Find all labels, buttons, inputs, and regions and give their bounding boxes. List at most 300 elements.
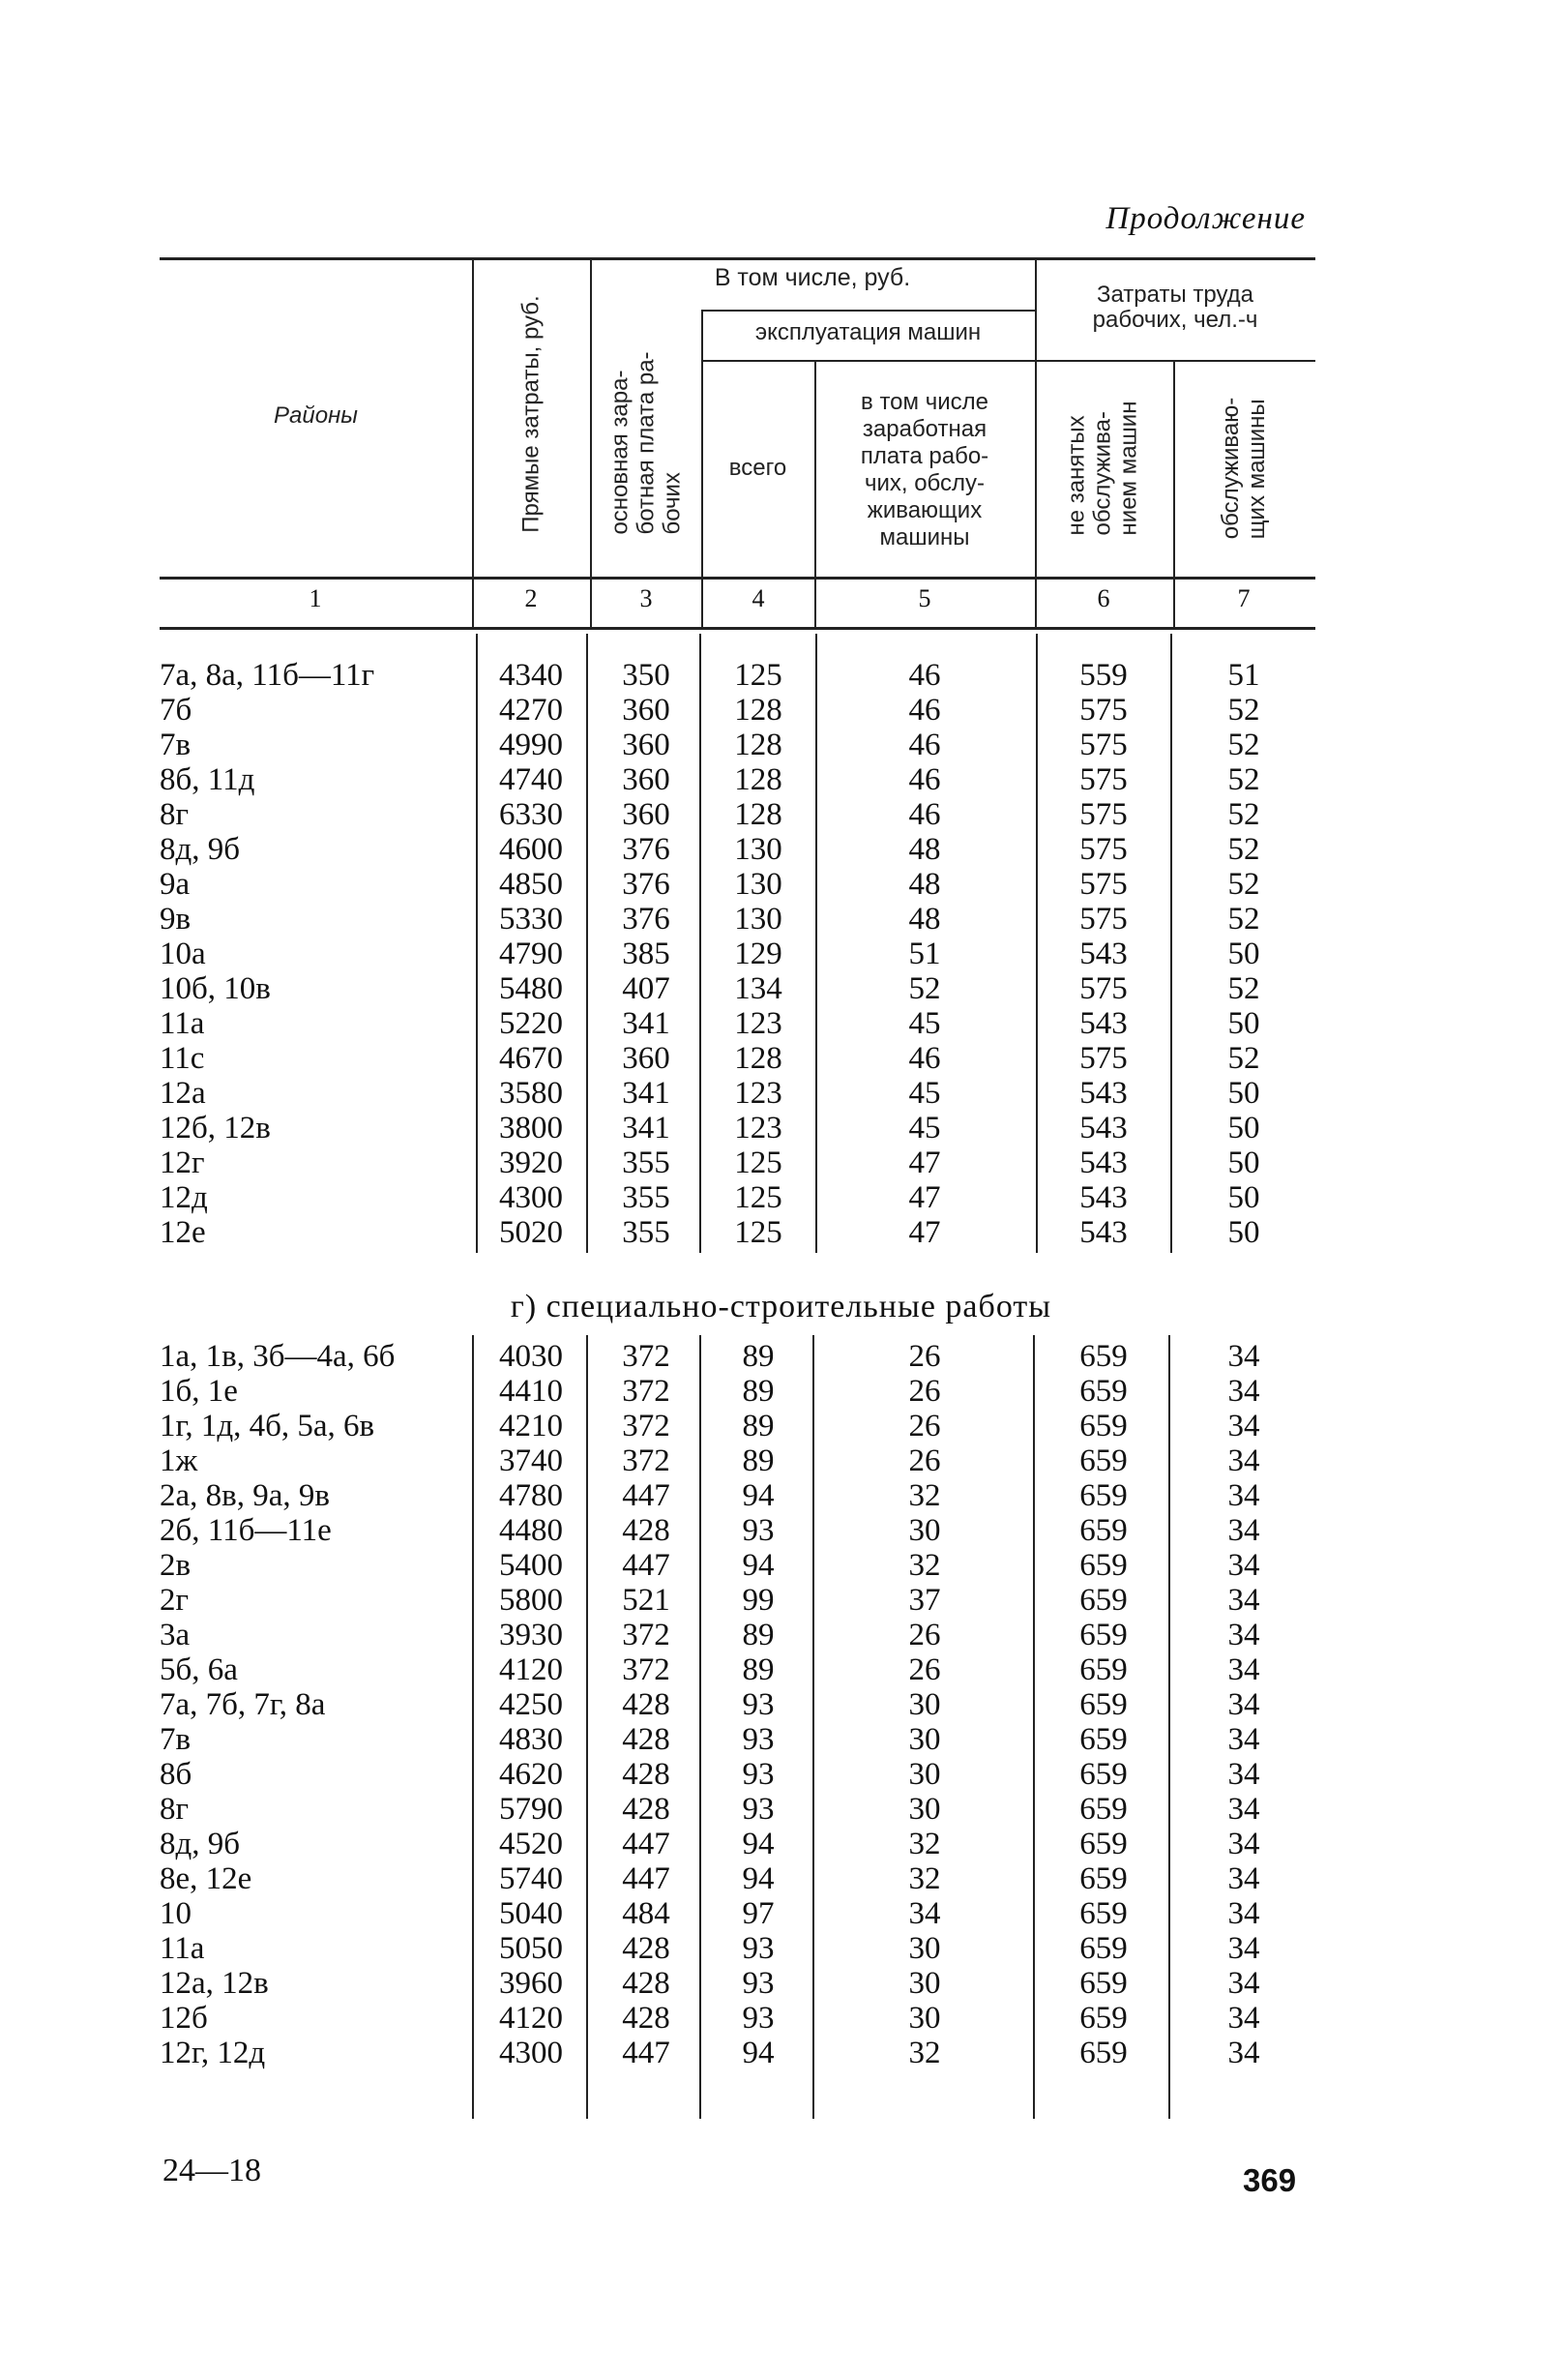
value-cell-c4: 128 (734, 693, 782, 728)
value-cell-c5: 46 (908, 797, 941, 832)
table-row (0, 797, 1562, 832)
district-cell: 12б, 12в (160, 1111, 271, 1145)
value-cell-c6: 575 (1079, 693, 1128, 728)
colnum-3: 3 (639, 584, 653, 612)
table-row (0, 1006, 1562, 1041)
value-cell-c7: 34 (1227, 2001, 1260, 2036)
value-cell-c7: 52 (1227, 797, 1260, 832)
district-cell: 12г, 12д (160, 2036, 266, 2070)
value-cell-c6: 659 (1079, 1687, 1128, 1722)
value-cell-c3: 428 (622, 1722, 670, 1757)
header-districts: Районы (274, 402, 358, 429)
value-cell-c7: 34 (1227, 1722, 1260, 1757)
district-cell: 7а, 8а, 11б—11г (160, 658, 375, 693)
district-cell: 8г (160, 797, 190, 832)
header-base-wage: основная зара- ботная плата ра- бочих (606, 351, 686, 535)
value-cell-c6: 659 (1079, 1827, 1128, 1861)
value-cell-c5: 32 (908, 1861, 941, 1896)
value-cell-c4: 130 (734, 902, 782, 937)
value-cell-c3: 428 (622, 1687, 670, 1722)
value-cell-c5: 26 (908, 1339, 941, 1374)
district-cell: 3а (160, 1618, 191, 1652)
district-cell: 10б, 10в (160, 971, 271, 1006)
value-cell-c7: 34 (1227, 1687, 1260, 1722)
district-cell: 1б, 1е (160, 1374, 238, 1409)
value-cell-c2: 5040 (499, 1896, 563, 1931)
value-cell-c7: 52 (1227, 867, 1260, 902)
value-cell-c3: 428 (622, 1792, 670, 1827)
value-cell-c7: 34 (1227, 1618, 1260, 1652)
value-cell-c5: 37 (908, 1583, 941, 1618)
value-cell-c4: 94 (742, 1548, 775, 1583)
value-cell-c3: 428 (622, 1757, 670, 1792)
value-cell-c4: 129 (734, 937, 782, 971)
value-cell-c3: 447 (622, 1548, 670, 1583)
table-row (0, 1443, 1562, 1478)
value-cell-c3: 360 (622, 1041, 670, 1076)
value-cell-c5: 30 (908, 1513, 941, 1548)
value-cell-c7: 50 (1227, 1076, 1260, 1111)
header-vline-1 (472, 257, 474, 627)
value-cell-c2: 4120 (499, 2001, 563, 2036)
header-vline-2 (590, 257, 592, 627)
district-cell: 10 (160, 1896, 192, 1931)
value-cell-c6: 659 (1079, 1722, 1128, 1757)
value-cell-c5: 48 (908, 867, 941, 902)
header-machine-operation: эксплуатация машин (754, 319, 982, 345)
table-row (0, 1041, 1562, 1076)
value-cell-c3: 428 (622, 1966, 670, 2001)
value-cell-c5: 46 (908, 658, 941, 693)
header-top-rule (160, 257, 1315, 260)
value-cell-c3: 372 (622, 1374, 670, 1409)
value-cell-c4: 128 (734, 728, 782, 762)
header-group-rule-machine-sub (701, 360, 1035, 362)
value-cell-c5: 47 (908, 1180, 941, 1215)
value-cell-c7: 51 (1227, 658, 1260, 693)
district-cell: 10а (160, 937, 206, 971)
table-row (0, 1374, 1562, 1409)
value-cell-c7: 34 (1227, 1827, 1260, 1861)
value-cell-c6: 659 (1079, 1618, 1128, 1652)
value-cell-c3: 372 (622, 1652, 670, 1687)
value-cell-c2: 4850 (499, 867, 563, 902)
value-cell-c4: 94 (742, 1827, 775, 1861)
district-cell: 8б (160, 1757, 192, 1792)
value-cell-c5: 46 (908, 728, 941, 762)
table-row (0, 867, 1562, 902)
value-cell-c4: 125 (734, 658, 782, 693)
value-cell-c3: 428 (622, 1931, 670, 1966)
value-cell-c6: 659 (1079, 1896, 1128, 1931)
value-cell-c2: 6330 (499, 797, 563, 832)
value-cell-c7: 52 (1227, 832, 1260, 867)
value-cell-c4: 128 (734, 762, 782, 797)
value-cell-c7: 50 (1227, 1111, 1260, 1145)
value-cell-c4: 125 (734, 1145, 782, 1180)
value-cell-c2: 5800 (499, 1583, 563, 1618)
table-row (0, 658, 1562, 693)
table-row (0, 1111, 1562, 1145)
value-cell-c3: 355 (622, 1180, 670, 1215)
table-row (0, 1618, 1562, 1652)
value-cell-c6: 575 (1079, 762, 1128, 797)
value-cell-c3: 376 (622, 832, 670, 867)
value-cell-c4: 97 (742, 1896, 775, 1931)
value-cell-c7: 50 (1227, 1145, 1260, 1180)
district-cell: 12а, 12в (160, 1966, 269, 2001)
table-row (0, 1409, 1562, 1443)
value-cell-c6: 659 (1079, 1339, 1128, 1374)
value-cell-c7: 52 (1227, 762, 1260, 797)
value-cell-c3: 385 (622, 937, 670, 971)
value-cell-c3: 341 (622, 1006, 670, 1041)
value-cell-c3: 521 (622, 1583, 670, 1618)
value-cell-c3: 447 (622, 2036, 670, 2070)
value-cell-c2: 4670 (499, 1041, 563, 1076)
value-cell-c2: 4780 (499, 1478, 563, 1513)
value-cell-c5: 46 (908, 1041, 941, 1076)
value-cell-c4: 89 (742, 1618, 775, 1652)
table-row (0, 971, 1562, 1006)
district-cell: 8е, 12е (160, 1861, 252, 1896)
value-cell-c4: 130 (734, 832, 782, 867)
value-cell-c6: 575 (1079, 728, 1128, 762)
value-cell-c7: 34 (1227, 1896, 1260, 1931)
district-cell: 1г, 1д, 4б, 5а, 6в (160, 1409, 375, 1443)
value-cell-c2: 5220 (499, 1006, 563, 1041)
value-cell-c6: 659 (1079, 1966, 1128, 2001)
table1-body (0, 658, 1562, 1250)
value-cell-c3: 350 (622, 658, 670, 693)
value-cell-c4: 125 (734, 1180, 782, 1215)
table-row (0, 1583, 1562, 1618)
value-cell-c3: 428 (622, 1513, 670, 1548)
value-cell-c2: 4300 (499, 1180, 563, 1215)
value-cell-c5: 32 (908, 1827, 941, 1861)
district-cell: 11а (160, 1006, 205, 1041)
value-cell-c5: 32 (908, 2036, 941, 2070)
value-cell-c5: 46 (908, 693, 941, 728)
value-cell-c6: 659 (1079, 2036, 1128, 2070)
value-cell-c7: 34 (1227, 1548, 1260, 1583)
value-cell-c2: 4300 (499, 2036, 563, 2070)
district-cell: 11с (160, 1041, 205, 1076)
district-cell: 5б, 6а (160, 1652, 238, 1687)
value-cell-c5: 47 (908, 1215, 941, 1250)
value-cell-c3: 428 (622, 2001, 670, 2036)
table-row (0, 1827, 1562, 1861)
table-row (0, 2036, 1562, 2070)
value-cell-c6: 659 (1079, 1409, 1128, 1443)
value-cell-c4: 93 (742, 1966, 775, 2001)
value-cell-c2: 3800 (499, 1111, 563, 1145)
value-cell-c6: 659 (1079, 1652, 1128, 1687)
value-cell-c5: 48 (908, 902, 941, 937)
value-cell-c5: 46 (908, 762, 941, 797)
value-cell-c2: 5790 (499, 1792, 563, 1827)
value-cell-c4: 94 (742, 2036, 775, 2070)
value-cell-c5: 32 (908, 1548, 941, 1583)
value-cell-c2: 5740 (499, 1861, 563, 1896)
value-cell-c2: 3960 (499, 1966, 563, 2001)
table-row (0, 937, 1562, 971)
table-row (0, 693, 1562, 728)
district-cell: 9в (160, 902, 192, 937)
value-cell-c7: 34 (1227, 1792, 1260, 1827)
value-cell-c5: 45 (908, 1076, 941, 1111)
value-cell-c2: 3920 (499, 1145, 563, 1180)
value-cell-c6: 659 (1079, 2001, 1128, 2036)
value-cell-c3: 447 (622, 1827, 670, 1861)
value-cell-c6: 575 (1079, 832, 1128, 867)
page-number: 369 (1243, 2162, 1297, 2198)
value-cell-c3: 372 (622, 1443, 670, 1478)
table-row (0, 762, 1562, 797)
value-cell-c6: 659 (1079, 1548, 1128, 1583)
value-cell-c5: 30 (908, 1792, 941, 1827)
value-cell-c5: 45 (908, 1111, 941, 1145)
value-cell-c5: 30 (908, 1931, 941, 1966)
value-cell-c7: 34 (1227, 1443, 1260, 1478)
district-cell: 8г (160, 1792, 190, 1827)
header-not-machine: не занятых обслужива- нием машин (1063, 401, 1142, 536)
value-cell-c3: 360 (622, 693, 670, 728)
district-cell: 7в (160, 1722, 192, 1757)
colnum-1: 1 (309, 584, 322, 612)
value-cell-c7: 34 (1227, 1513, 1260, 1548)
value-cell-c6: 659 (1079, 1478, 1128, 1513)
table-row (0, 1722, 1562, 1757)
value-cell-c4: 128 (734, 797, 782, 832)
value-cell-c3: 355 (622, 1215, 670, 1250)
value-cell-c6: 659 (1079, 1861, 1128, 1896)
value-cell-c4: 99 (742, 1583, 775, 1618)
value-cell-c7: 52 (1227, 693, 1260, 728)
value-cell-c7: 34 (1227, 1409, 1260, 1443)
value-cell-c2: 5480 (499, 971, 563, 1006)
table-row (0, 728, 1562, 762)
district-cell: 8б, 11д (160, 762, 255, 797)
value-cell-c2: 3930 (499, 1618, 563, 1652)
value-cell-c5: 26 (908, 1409, 941, 1443)
header-including-group: В том числе, руб. (714, 264, 911, 291)
value-cell-c7: 50 (1227, 1006, 1260, 1041)
continuation-label: Продолжение (1105, 201, 1306, 236)
value-cell-c6: 575 (1079, 971, 1128, 1006)
value-cell-c6: 543 (1079, 1180, 1128, 1215)
value-cell-c4: 134 (734, 971, 782, 1006)
value-cell-c7: 34 (1227, 2036, 1260, 2070)
printer-signature: 24—18 (162, 2153, 261, 2188)
value-cell-c5: 30 (908, 2001, 941, 2036)
value-cell-c2: 5330 (499, 902, 563, 937)
colnum-2: 2 (524, 584, 538, 612)
value-cell-c2: 4210 (499, 1409, 563, 1443)
header-group-rule-labor (1035, 360, 1315, 362)
table-row (0, 1215, 1562, 1250)
value-cell-c5: 48 (908, 832, 941, 867)
value-cell-c6: 543 (1079, 1006, 1128, 1041)
value-cell-c3: 407 (622, 971, 670, 1006)
table-row (0, 1513, 1562, 1548)
value-cell-c2: 4600 (499, 832, 563, 867)
header-machine-servicing: обслуживаю- щих машины (1218, 397, 1270, 540)
value-cell-c2: 3740 (499, 1443, 563, 1478)
district-cell: 7б (160, 693, 192, 728)
value-cell-c4: 89 (742, 1443, 775, 1478)
header-including-wage: в том числе заработная плата рабо- чих, обслу- живающих машины (860, 389, 989, 550)
value-cell-c7: 34 (1227, 1583, 1260, 1618)
value-cell-c7: 52 (1227, 728, 1260, 762)
value-cell-c5: 47 (908, 1145, 941, 1180)
value-cell-c4: 128 (734, 1041, 782, 1076)
value-cell-c6: 659 (1079, 1757, 1128, 1792)
header-labor-costs: Затраты труда рабочих, чел.-ч (1092, 282, 1258, 333)
table-row (0, 832, 1562, 867)
colnum-4: 4 (752, 584, 765, 612)
district-cell: 2б, 11б—11е (160, 1513, 332, 1548)
table-row (0, 1757, 1562, 1792)
value-cell-c6: 543 (1079, 937, 1128, 971)
value-cell-c3: 360 (622, 797, 670, 832)
value-cell-c7: 34 (1227, 1339, 1260, 1374)
value-cell-c6: 659 (1079, 1583, 1128, 1618)
district-cell: 12д (160, 1180, 208, 1215)
table-row (0, 1478, 1562, 1513)
table-row (0, 1180, 1562, 1215)
header-group-rule-machines (701, 310, 1035, 312)
district-cell: 7в (160, 728, 192, 762)
value-cell-c6: 543 (1079, 1215, 1128, 1250)
district-cell: 11а (160, 1931, 205, 1966)
value-cell-c3: 484 (622, 1896, 670, 1931)
value-cell-c5: 26 (908, 1374, 941, 1409)
value-cell-c7: 52 (1227, 902, 1260, 937)
table-row (0, 1966, 1562, 2001)
district-cell: 8д, 9б (160, 832, 241, 867)
district-cell: 12а (160, 1076, 206, 1111)
value-cell-c2: 4830 (499, 1722, 563, 1757)
value-cell-c3: 372 (622, 1618, 670, 1652)
district-cell: 1ж (160, 1443, 198, 1478)
colnum-7: 7 (1237, 584, 1251, 612)
value-cell-c2: 4520 (499, 1827, 563, 1861)
value-cell-c3: 376 (622, 867, 670, 902)
value-cell-c5: 26 (908, 1618, 941, 1652)
value-cell-c7: 50 (1227, 1215, 1260, 1250)
value-cell-c3: 372 (622, 1409, 670, 1443)
table-row (0, 1145, 1562, 1180)
district-cell: 12б (160, 2001, 208, 2036)
section-title: г) специально-строительные работы (510, 1289, 1052, 1324)
value-cell-c4: 94 (742, 1861, 775, 1896)
value-cell-c4: 123 (734, 1111, 782, 1145)
value-cell-c5: 32 (908, 1478, 941, 1513)
value-cell-c4: 93 (742, 1792, 775, 1827)
table-row (0, 1076, 1562, 1111)
value-cell-c2: 4990 (499, 728, 563, 762)
value-cell-c2: 5050 (499, 1931, 563, 1966)
value-cell-c7: 34 (1227, 1374, 1260, 1409)
value-cell-c7: 50 (1227, 1180, 1260, 1215)
district-cell: 2в (160, 1548, 192, 1583)
value-cell-c2: 5400 (499, 1548, 563, 1583)
header-direct-costs: Прямые затраты, руб. (517, 295, 545, 533)
value-cell-c7: 34 (1227, 1757, 1260, 1792)
header-total: всего (728, 455, 787, 481)
value-cell-c7: 34 (1227, 1478, 1260, 1513)
value-cell-c3: 341 (622, 1111, 670, 1145)
value-cell-c2: 4030 (499, 1339, 563, 1374)
colnum-5: 5 (918, 584, 931, 612)
value-cell-c7: 52 (1227, 971, 1260, 1006)
value-cell-c6: 575 (1079, 902, 1128, 937)
table-row (0, 1548, 1562, 1583)
value-cell-c2: 3580 (499, 1076, 563, 1111)
value-cell-c6: 659 (1079, 1513, 1128, 1548)
value-cell-c6: 543 (1079, 1111, 1128, 1145)
value-cell-c3: 447 (622, 1478, 670, 1513)
table2-body (0, 1339, 1562, 2070)
value-cell-c4: 93 (742, 2001, 775, 2036)
value-cell-c2: 4790 (499, 937, 563, 971)
value-cell-c5: 26 (908, 1443, 941, 1478)
value-cell-c5: 30 (908, 1687, 941, 1722)
district-cell: 12г (160, 1145, 205, 1180)
value-cell-c2: 4340 (499, 658, 563, 693)
value-cell-c6: 543 (1079, 1076, 1128, 1111)
value-cell-c5: 30 (908, 1722, 941, 1757)
value-cell-c2: 4620 (499, 1757, 563, 1792)
table-row (0, 2001, 1562, 2036)
value-cell-c5: 26 (908, 1652, 941, 1687)
value-cell-c4: 123 (734, 1006, 782, 1041)
value-cell-c4: 93 (742, 1722, 775, 1757)
value-cell-c2: 4250 (499, 1687, 563, 1722)
value-cell-c3: 376 (622, 902, 670, 937)
value-cell-c7: 34 (1227, 1931, 1260, 1966)
value-cell-c6: 559 (1079, 658, 1128, 693)
value-cell-c7: 34 (1227, 1652, 1260, 1687)
table-row (0, 1652, 1562, 1687)
value-cell-c6: 575 (1079, 867, 1128, 902)
district-cell: 12е (160, 1215, 206, 1250)
value-cell-c2: 4270 (499, 693, 563, 728)
value-cell-c6: 659 (1079, 1443, 1128, 1478)
value-cell-c4: 94 (742, 1478, 775, 1513)
value-cell-c4: 93 (742, 1931, 775, 1966)
value-cell-c7: 34 (1227, 1861, 1260, 1896)
district-cell: 2а, 8в, 9а, 9в (160, 1478, 330, 1513)
value-cell-c6: 575 (1079, 797, 1128, 832)
value-cell-c5: 52 (908, 971, 941, 1006)
colnum-bottom-rule (160, 627, 1315, 630)
district-cell: 1а, 1в, 3б—4а, 6б (160, 1339, 396, 1374)
value-cell-c3: 447 (622, 1861, 670, 1896)
value-cell-c6: 659 (1079, 1931, 1128, 1966)
value-cell-c7: 34 (1227, 1966, 1260, 2001)
district-cell: 9а (160, 867, 191, 902)
value-cell-c4: 89 (742, 1409, 775, 1443)
value-cell-c2: 4740 (499, 762, 563, 797)
value-cell-c5: 30 (908, 1757, 941, 1792)
table-row (0, 902, 1562, 937)
value-cell-c6: 543 (1079, 1145, 1128, 1180)
value-cell-c3: 372 (622, 1339, 670, 1374)
value-cell-c3: 360 (622, 762, 670, 797)
value-cell-c4: 93 (742, 1513, 775, 1548)
